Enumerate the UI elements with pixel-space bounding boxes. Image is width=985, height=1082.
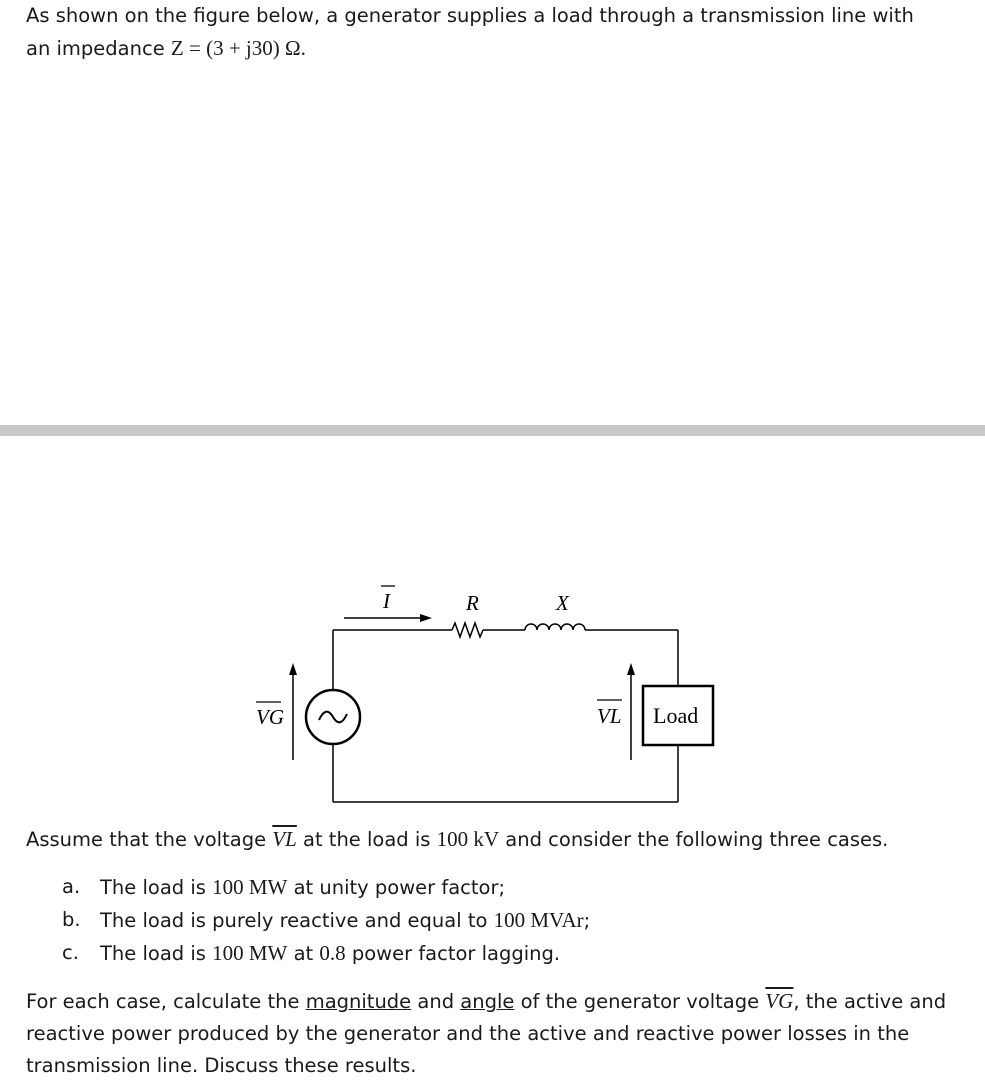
final-line-3: transmission line. Discuss these results. (26, 1054, 417, 1077)
intro-line-2-text: an impedance (26, 37, 165, 60)
case-c-text-mid: at (293, 942, 314, 965)
case-c-power-factor: 0.8 (319, 941, 346, 965)
current-arrowhead (420, 614, 432, 622)
case-a-text: The load is (100, 876, 206, 899)
assume-paragraph (26, 823, 956, 856)
load-label: Load (653, 703, 699, 728)
voltage-value: 100 kV (436, 827, 500, 851)
list-item (62, 937, 590, 970)
inductor-symbol (525, 624, 585, 630)
assume-text-3: and consider the following three cases. (505, 828, 889, 851)
case-b-text: The load is purely reactive and equal to (100, 909, 488, 932)
case-b-text-end: ; (583, 909, 591, 932)
r-label: R (466, 591, 479, 615)
circuit-diagram (0, 560, 985, 810)
final-line-2: reactive power produced by the generator and the active and reactive power losses in the (26, 1022, 910, 1045)
impedance-formula: Z = (3 + j30) Ω. (170, 36, 306, 60)
magnitude-word: magnitude (305, 990, 412, 1013)
vg-arrowhead (289, 663, 297, 675)
final-text-3: , the active and (793, 990, 947, 1013)
intro-line-1: As shown on the figure below, a generator supplies a load through a transmission line with (26, 4, 914, 27)
final-text-1: For each case, calculate the (26, 990, 300, 1013)
case-b-quantity: 100 MVAr (493, 908, 584, 932)
case-c-label: c. (62, 941, 79, 964)
vg-label: VG (256, 705, 284, 729)
case-a-quantity: 100 MW (212, 875, 288, 899)
case-c-text-end: power factor lagging. (351, 942, 561, 965)
case-a-label: a. (62, 875, 81, 898)
final-and: and (417, 990, 455, 1013)
final-paragraph (26, 985, 956, 1082)
assume-text-1: Assume that the voltage (26, 828, 267, 851)
sine-wave-icon (319, 712, 347, 723)
case-a-text-end: at unity power factor; (293, 876, 506, 899)
final-line-1 (26, 985, 956, 1018)
current-label: I (383, 589, 390, 613)
final-text-2: of the generator voltage (520, 990, 760, 1013)
case-b-label: b. (62, 908, 81, 931)
case-c-text: The load is (100, 942, 206, 965)
list-item (62, 871, 590, 904)
angle-word: angle (460, 990, 515, 1013)
case-c-quantity: 100 MW (212, 941, 288, 965)
cases-list (62, 871, 590, 970)
vg-variable: $\overline{VG}$ (765, 989, 794, 1013)
assume-text-2: at the load is (303, 828, 431, 851)
resistor-symbol (452, 623, 483, 637)
x-label: X (556, 591, 569, 615)
vl-label: VL (597, 704, 622, 728)
vl-arrowhead (627, 663, 635, 675)
intro-line-2 (26, 32, 956, 65)
list-item (62, 904, 590, 937)
intro-paragraph (26, 0, 956, 65)
page-divider (0, 425, 985, 436)
vl-variable: $\overline{VL}$ (272, 827, 297, 851)
